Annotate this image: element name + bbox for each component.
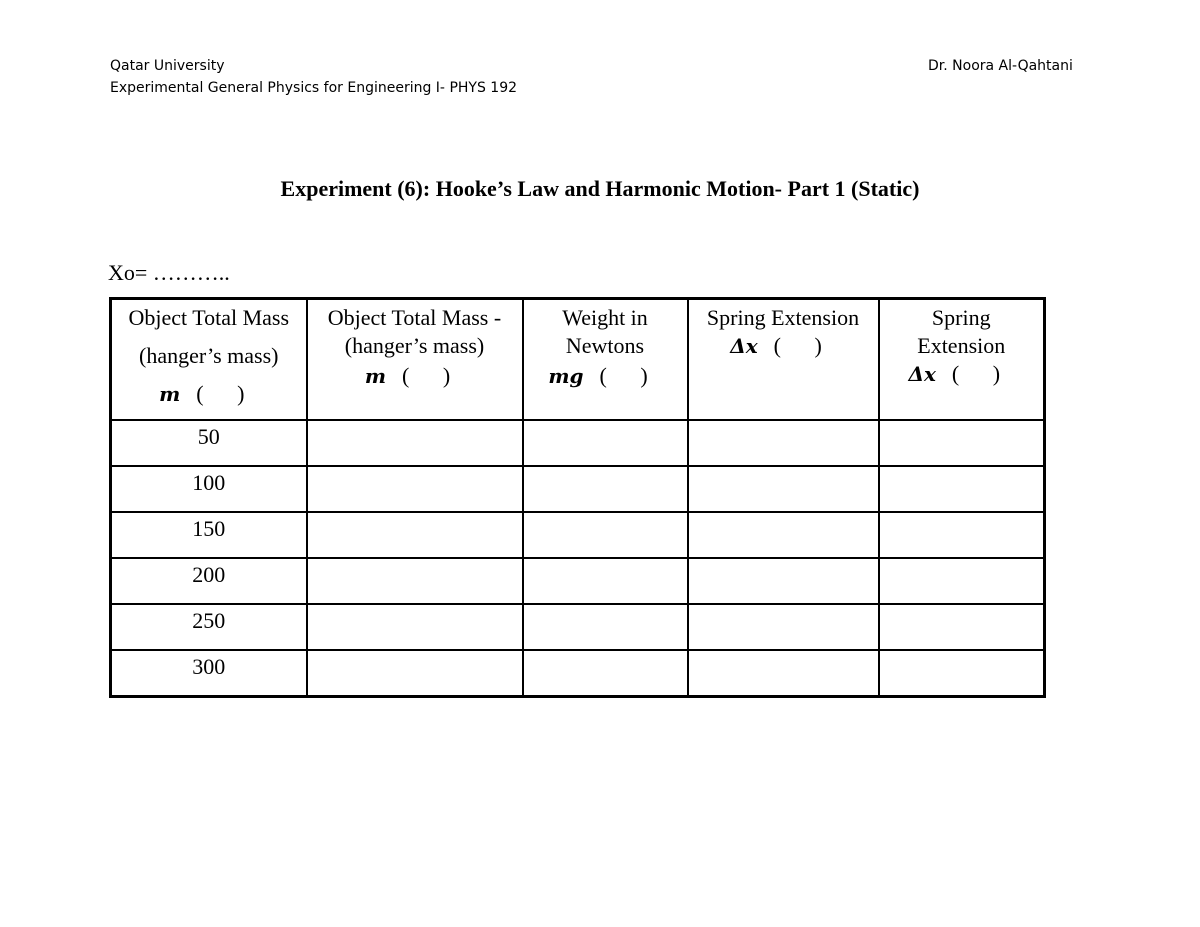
instructor-name: Dr. Noora Al-Qahtani <box>928 58 1073 74</box>
header-line: Extension <box>917 333 1006 358</box>
blank-cell[interactable] <box>688 604 879 650</box>
mass-cell: 300 <box>111 650 307 697</box>
blank-cell[interactable] <box>879 650 1045 697</box>
table-row <box>111 420 1045 466</box>
blank-cell[interactable] <box>307 466 523 512</box>
symbol-mg: mg <box>548 364 584 388</box>
blank-cell[interactable] <box>307 604 523 650</box>
symbol-delta-x: Δx <box>908 362 936 386</box>
mass-cell: 100 <box>111 466 307 512</box>
page-title: Experiment (6): Hooke’s Law and Harmonic Motion- Part 1 (Static) <box>280 176 920 201</box>
blank-cell[interactable] <box>307 558 523 604</box>
symbol-m: m <box>364 364 386 388</box>
course-name: Experimental General Physics for Engineering I- PHYS 192 <box>110 80 518 96</box>
header-unit-line <box>308 362 522 390</box>
blank-cell[interactable] <box>688 558 879 604</box>
blank-cell[interactable] <box>307 512 523 558</box>
blank-cell[interactable] <box>688 420 879 466</box>
blank-cell[interactable] <box>688 512 879 558</box>
header-line: Weight in <box>562 305 648 330</box>
unit-placeholder: ( ) <box>402 363 465 388</box>
table-row <box>111 604 1045 650</box>
header-line: Newtons <box>565 333 645 358</box>
mass-cell: 50 <box>111 420 307 466</box>
header-spring-extension-1 <box>688 299 879 420</box>
header-line: (hanger’s mass) <box>344 333 485 358</box>
symbol-m: m <box>159 382 181 406</box>
unit-placeholder: ( ) <box>599 363 662 388</box>
blank-cell[interactable] <box>879 466 1045 512</box>
unit-placeholder: ( ) <box>773 333 836 358</box>
blank-cell[interactable] <box>879 604 1045 650</box>
header-line: Object Total Mass - <box>327 305 502 330</box>
header-line: Object Total Mass <box>128 305 290 330</box>
blank-cell[interactable] <box>307 420 523 466</box>
table-row <box>111 650 1045 697</box>
blank-cell[interactable] <box>523 604 688 650</box>
mass-cell: 250 <box>111 604 307 650</box>
blank-cell[interactable] <box>688 466 879 512</box>
header-net-mass <box>307 299 523 420</box>
university-name: Qatar University <box>110 58 225 74</box>
header-unit-line <box>524 362 687 390</box>
blank-cell[interactable] <box>523 650 688 697</box>
blank-cell[interactable] <box>523 466 688 512</box>
table-row <box>111 466 1045 512</box>
table-row <box>111 558 1045 604</box>
mass-cell: 150 <box>111 512 307 558</box>
header-total-mass <box>111 299 307 420</box>
header-line: Spring Extension <box>706 305 860 330</box>
header-line: (hanger’s mass) <box>139 343 279 368</box>
table-header-row <box>111 299 1045 420</box>
header-unit-line <box>112 380 306 408</box>
header-unit-line <box>880 360 1044 388</box>
blank-cell[interactable] <box>307 650 523 697</box>
symbol-delta-x: Δx <box>730 334 758 358</box>
header-line: Spring <box>931 305 991 330</box>
blank-cell[interactable] <box>879 512 1045 558</box>
blank-cell[interactable] <box>523 420 688 466</box>
unit-placeholder: ( ) <box>951 361 1015 386</box>
blank-cell[interactable] <box>523 512 688 558</box>
blank-cell[interactable] <box>879 558 1045 604</box>
header-unit-line <box>689 332 878 360</box>
blank-cell[interactable] <box>688 650 879 697</box>
blank-cell[interactable] <box>523 558 688 604</box>
data-table <box>109 297 1046 698</box>
mass-cell: 200 <box>111 558 307 604</box>
header-spring-extension-2 <box>879 299 1045 420</box>
header-weight <box>523 299 688 420</box>
xo-label: Xo= ……….. <box>108 260 230 285</box>
blank-cell[interactable] <box>879 420 1045 466</box>
table-row <box>111 512 1045 558</box>
unit-placeholder: ( ) <box>196 381 259 406</box>
